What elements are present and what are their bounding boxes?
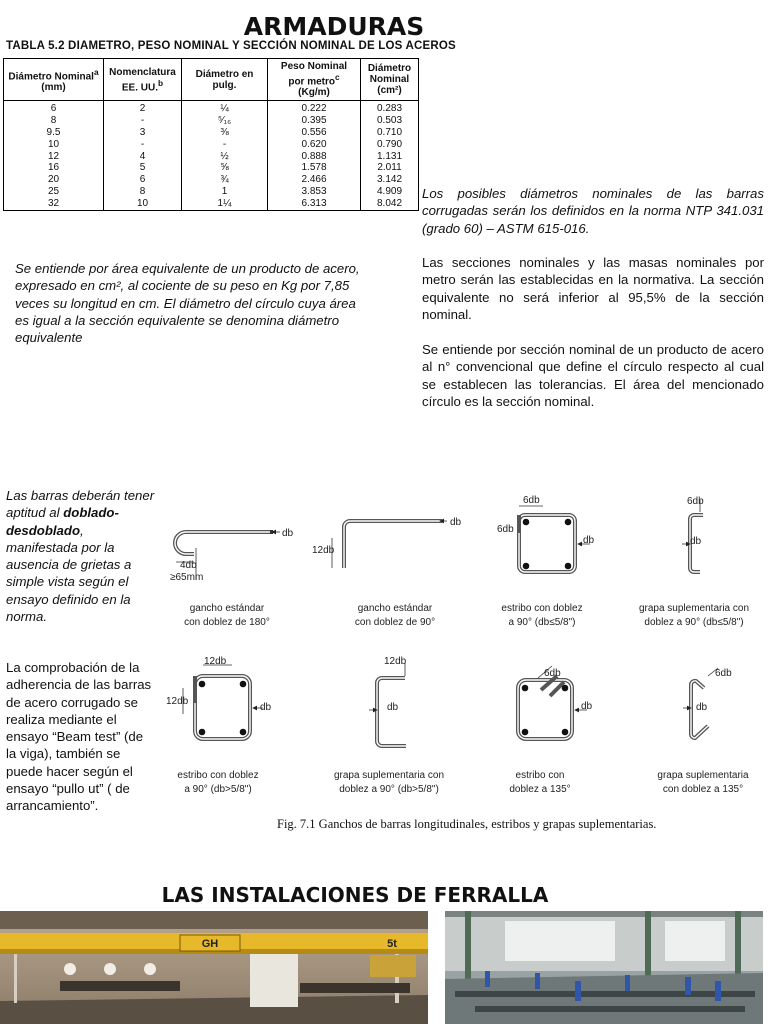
workshop-photo-workers [445, 911, 763, 1024]
caption-crosstie-135-line1: grapa suplementaria [657, 770, 749, 781]
table-cell: ⅜ [182, 127, 268, 139]
table-cell: 1.131 [361, 151, 419, 163]
table-cell: 3 [104, 127, 182, 139]
table-cell: 6 [104, 174, 182, 186]
table-row [4, 151, 419, 163]
table-cell: - [104, 115, 182, 127]
table-row [4, 115, 419, 127]
caption-hook-90-line1: gancho estándar [357, 603, 433, 614]
label-65mm: ≥65mm [170, 572, 204, 583]
table-row [4, 162, 419, 174]
table-cell: 10 [104, 198, 182, 210]
label-db-8: db [696, 702, 708, 713]
table-cell: ¼ [182, 101, 268, 115]
paragraph-diametros: Los posibles diámetros nominales de las barras corrugadas serán los definidos en la norma NTP 341.031 (grado 60) – ASTM 615-016. [422, 186, 764, 236]
label-db-6: db [387, 702, 399, 713]
table-cell: 2.011 [361, 162, 419, 174]
stirrup-90-small-drawing [519, 506, 590, 572]
table-cell: 4.909 [361, 186, 419, 198]
label-db-4: db [690, 536, 702, 547]
paragraph-adherencia: La comprobación de la adherencia de las barras de acero corrugado se realiza mediante el ensayo “Beam test” (de la viga), también se puede hacer según el ensayo “pullo ut” ( de arrancamiento”. [6, 660, 152, 814]
caption-crosstie-90-small-line1: grapa suplementaria con [638, 603, 750, 614]
table-cell: 0.888 [268, 151, 361, 163]
workshop-photo-crane [0, 911, 428, 1024]
table-row [4, 174, 419, 186]
figure-caption: Fig. 7.1 Ganchos de barras longitudinales, estribos y grapas suplementarias. [277, 817, 657, 831]
section-title-instalaciones: LAS INSTALACIONES DE FERRALLA [161, 883, 549, 907]
label-db-5: db [260, 702, 272, 713]
table-cell: ½ [182, 151, 268, 163]
paragraph-seccion-nominal: Se entiende por sección nominal de un producto de acero al n° convencional que define el círculo respecto al cual se establecen las tolerancias. El área del mencionado círculo es la sección nominal. [422, 342, 764, 409]
table-cell: 0.222 [268, 101, 361, 115]
label-4db: 4db [180, 560, 197, 571]
label-12db-4: 12db [384, 656, 407, 667]
hook-90-drawing [332, 521, 447, 568]
label-12db-3: 12db [166, 696, 189, 707]
table-cell: 0.790 [361, 139, 419, 151]
crane-sign: GH [201, 938, 219, 950]
caption-crosstie-135-line2: con doblez a 135° [662, 784, 744, 795]
table-cell: - [104, 139, 182, 151]
table-cell: 1.578 [268, 162, 361, 174]
caption-stirrup-90-large-line1: estribo con doblez [177, 770, 259, 781]
table-cell: 32 [4, 198, 104, 210]
col-header-pulgadas: Diámetro en pulg. [182, 59, 268, 101]
table-row [4, 186, 419, 198]
table-cell: 1 [182, 186, 268, 198]
table-cell: ⁵⁄₁₆ [182, 115, 268, 127]
label-db-7: db [581, 701, 593, 712]
table-cell: 8 [104, 186, 182, 198]
table-cell: 2 [104, 101, 182, 115]
steel-diameter-table [3, 58, 419, 211]
table-cell: 25 [4, 186, 104, 198]
table-cell: 20 [4, 174, 104, 186]
label-6db-4: 6db [544, 668, 561, 679]
col-header-seccion: Diámetro Nominal (cm²) [361, 59, 419, 101]
table-cell: - [182, 139, 268, 151]
caption-stirrup-90-small-line2: a 90° (db≤5/8") [508, 617, 576, 628]
table-cell: 1¼ [182, 198, 268, 210]
table-cell: 3.853 [268, 186, 361, 198]
table-cell: 0.710 [361, 127, 419, 139]
table-row [4, 139, 419, 151]
crane-capacity: 5t [387, 938, 397, 950]
table-cell: 0.503 [361, 115, 419, 127]
table-cell: ⅝ [182, 162, 268, 174]
table-cell: 6 [4, 101, 104, 115]
col-header-diametro: Diámetro Nominal$^a$ (mm) [4, 59, 104, 101]
label-6db-1: 6db [523, 495, 540, 506]
table-cell: 0.395 [268, 115, 361, 127]
caption-hook-180-line2: con doblez de 180° [184, 617, 270, 628]
label-db-1: db [282, 528, 294, 539]
caption-crosstie-90-large-line2: doblez a 90° (db>5/8") [339, 784, 439, 795]
caption-hook-180-line1: gancho estándar [189, 603, 265, 614]
page-title: ARMADURAS [243, 12, 425, 41]
label-6db-3: 6db [687, 496, 704, 507]
caption-stirrup-135-line1: estribo con [515, 770, 565, 781]
paragraph-secciones: Las secciones nominales y las masas nominales por metro serán las establecidas en la normativa. La sección equivalente no será inferior al 95,5% de la sección nominal. [422, 255, 764, 322]
label-db-2: db [450, 517, 462, 528]
caption-crosstie-90-small-line2: doblez a 90° (db≤5/8") [644, 617, 744, 628]
table-cell: 16 [4, 162, 104, 174]
table-header-row [4, 59, 419, 101]
table-cell: 10 [4, 139, 104, 151]
caption-hook-90-line2: con doblez de 90° [354, 617, 436, 628]
caption-stirrup-90-large-line2: a 90° (db>5/8") [184, 784, 252, 795]
label-12db-2: 12db [204, 656, 227, 667]
label-6db-5: 6db [715, 668, 732, 679]
table-cell: ¾ [182, 174, 268, 186]
doblado-term: doblado-desdoblado [6, 505, 119, 538]
col-header-nomenclatura: Nomenclatura EE. UU.$^b$ [104, 59, 182, 101]
table-cell: 0.620 [268, 139, 361, 151]
paragraph-doblado: Las barras deberán tener aptitud al doblado-desdoblado, manifestada por la ausencia de grietas a simple vista según el ensayo definido en la norma. [6, 488, 155, 625]
label-6db-2: 6db [497, 524, 514, 535]
table-cell: 12 [4, 151, 104, 163]
table-cell: 9.5 [4, 127, 104, 139]
table-row [4, 127, 419, 139]
hooks-figure [160, 488, 768, 818]
label-12db-1: 12db [312, 545, 335, 556]
label-db-3: db [583, 535, 595, 546]
stirrup-90-large-drawing [183, 665, 263, 739]
col-header-peso: Peso Nominal por metro$^c$ (Kg/m) [268, 59, 361, 101]
table-cell: 0.283 [361, 101, 419, 115]
table-cell: 2.466 [268, 174, 361, 186]
table-caption: TABLA 5.2 DIAMETRO, PESO NOMINAL Y SECCIÓN NOMINAL DE LOS ACEROS [6, 40, 456, 52]
table-cell: 8 [4, 115, 104, 127]
table-cell: 3.142 [361, 174, 419, 186]
caption-stirrup-135-line2: doblez a 135° [509, 784, 571, 795]
table-row [4, 101, 419, 115]
table-cell: 4 [104, 151, 182, 163]
table-cell: 0.556 [268, 127, 361, 139]
table-cell: 8.042 [361, 198, 419, 210]
caption-crosstie-90-large-line1: grapa suplementaria con [333, 770, 445, 781]
table-cell: 6.313 [268, 198, 361, 210]
paragraph-area-equivalente: Se entiende por área equivalente de un producto de acero, expresado en cm², al cociente de su peso en Kg por 7,85 veces su longitud en cm. El diámetro del círculo cuya área es igual a la sección equivalente se denomina diámetro equivalente [15, 261, 360, 346]
caption-stirrup-90-small-line1: estribo con doblez [501, 603, 583, 614]
table-row [4, 198, 419, 210]
table-cell: 5 [104, 162, 182, 174]
